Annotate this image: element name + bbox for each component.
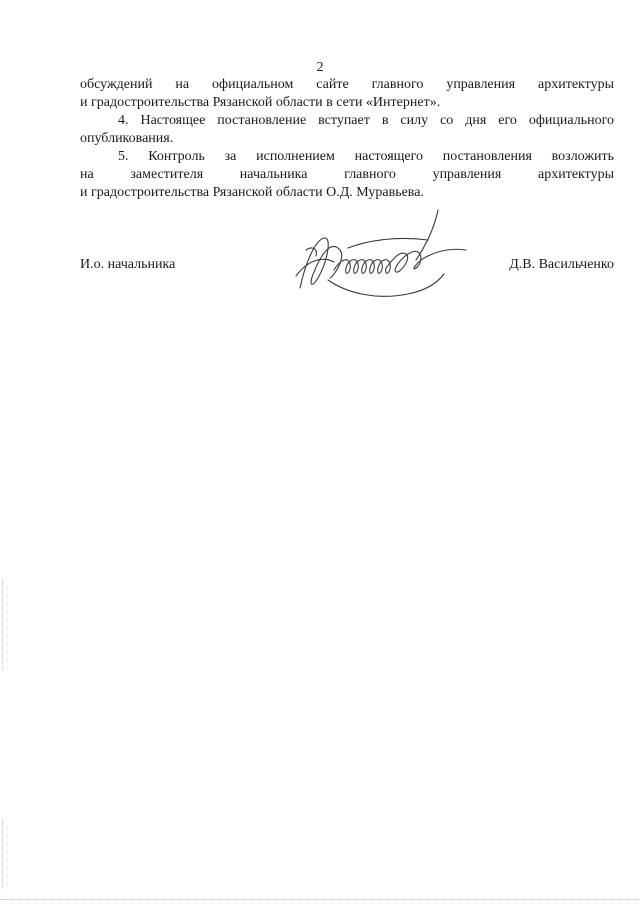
page-number: 2 bbox=[316, 60, 324, 75]
paragraph-5-line-2: на заместителя начальника главного управления архитектуры bbox=[80, 167, 614, 182]
handwritten-signature bbox=[288, 190, 478, 310]
paragraph-1-line-1: обсуждений на официальном сайте главного управления архитектуры bbox=[80, 77, 614, 92]
document-body bbox=[80, 76, 614, 202]
paragraph-1-line-2: и градостроительства Рязанской области в сети «Интернет». bbox=[80, 95, 441, 110]
scan-artifact-left-lower bbox=[2, 820, 4, 890]
signatory-name: Д.В. Васильченко bbox=[509, 257, 614, 272]
paragraph-5-line-1: 5. Контроль за исполнением настоящего постановления возложить bbox=[118, 149, 614, 164]
paragraph-4-line-1: 4. Настоящее постановление вступает в силу со дня его официального bbox=[118, 113, 614, 128]
signatory-title: И.о. начальника bbox=[80, 257, 176, 272]
scan-artifact-left bbox=[2, 580, 4, 670]
scan-artifact-bottom bbox=[0, 899, 640, 901]
paragraph-4-line-2: опубликования. bbox=[80, 131, 174, 146]
paragraph-5-line-3: и градостроительства Рязанской области О.Д. Муравьева. bbox=[80, 185, 424, 200]
